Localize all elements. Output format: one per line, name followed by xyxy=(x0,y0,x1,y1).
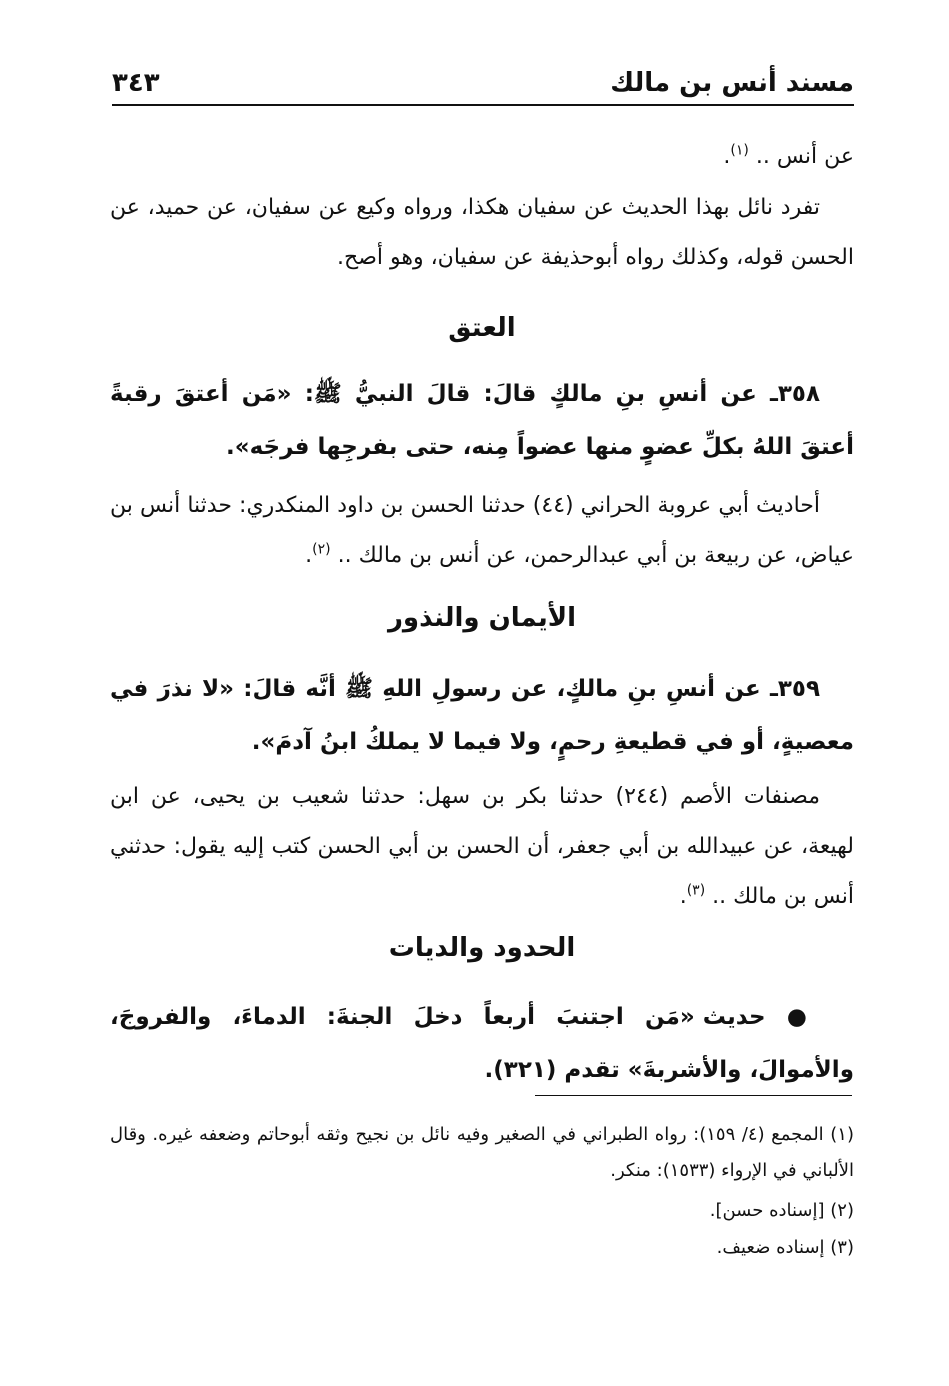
footnote-2: (٢) [إسناده حسن]. xyxy=(709,1200,854,1221)
section-heading-hudud: الحدود والديات xyxy=(388,933,576,963)
header-title: مسند أنس بن مالك xyxy=(610,68,854,98)
header-rule xyxy=(112,104,854,106)
source-359 xyxy=(110,772,854,922)
intro-text: عن أنس .. xyxy=(748,144,854,169)
source-359-end: . xyxy=(679,884,687,909)
section-heading-ayman: الأيمان والنذور xyxy=(387,603,577,633)
source-359-text: مصنفات الأصم (٢٤٤) حدثنا بكر بن سهل: حدثنا شعيب بن يحيى، عن ابن لهيعة، عن عبيدالله بن أبي جعفر، أن الحسن بن أبي الحسن كتب إليه يقول: حدثني أنس بن مالك .. xyxy=(110,784,854,909)
hadith-ref-321 xyxy=(110,991,854,1097)
source-358 xyxy=(110,481,854,581)
intro-end: . xyxy=(723,144,731,169)
bullet-icon: ● xyxy=(786,1004,820,1030)
hadith-ref-321-text: حديث «مَن اجتنبَ أربعاً دخلَ الجنةَ: الدماءَ، والفروجَ، والأموالَ، والأشربةَ» تقدم (٣٢١). xyxy=(110,1004,854,1083)
running-header xyxy=(112,66,854,104)
hadith-359: ٣٥٩ـ عن أنسِ بنِ مالكٍ، عن رسولِ اللهِ ﷺ أنَّه قالَ: «لا نذرَ في معصيةٍ، أو في قطيعةِ رحمٍ، ولا فيما لا يملكُ ابنُ آدمَ». xyxy=(110,676,854,755)
footnote-rule xyxy=(535,1095,852,1096)
footnote-ref-3: (٣) xyxy=(686,882,706,899)
footnote-3: (٣) إسناده ضعيف. xyxy=(716,1237,854,1258)
page-number: ٣٤٣ xyxy=(112,68,160,98)
hadith-358: ٣٥٨ـ عن أنسِ بنِ مالكٍ قالَ: قالَ النبيُّ ﷺ: «مَن أعتقَ رقبةً أعتقَ اللهُ بكلِّ عضوٍ منها عضواً مِنه، حتى بفرجِها فرجَه». xyxy=(110,381,854,460)
source-358-text: أحاديث أبي عروبة الحراني (٤٤) حدثنا الحسن بن داود المنكدري: حدثنا أنس بن عياض، عن ربيعة بن أبي عبدالرحمن، عن أنس بن مالك .. xyxy=(110,493,854,568)
intro-paragraph: تفرد نائل بهذا الحديث عن سفيان هكذا، ورواه وكيع عن سفيان، عن حميد، عن الحسن قوله، وكذلك رواه أبوحذيفة عن سفيان، وهو أصح. xyxy=(110,195,854,270)
footnote-ref-2: (٢) xyxy=(312,541,331,558)
section-heading-itq: العتق xyxy=(448,313,516,343)
footnote-1: (١) المجمع (٤/ ١٥٩): رواه الطبراني في الصغير وفيه نائل بن نجيح وثقه أبوحاتم وضعفه غيره. وقال الألباني في الإرواء (١٥٣٣): منكر. xyxy=(110,1124,854,1181)
footnote-ref-1: (١) xyxy=(730,142,749,159)
source-358-end: . xyxy=(305,543,313,568)
intro-line xyxy=(110,132,854,182)
